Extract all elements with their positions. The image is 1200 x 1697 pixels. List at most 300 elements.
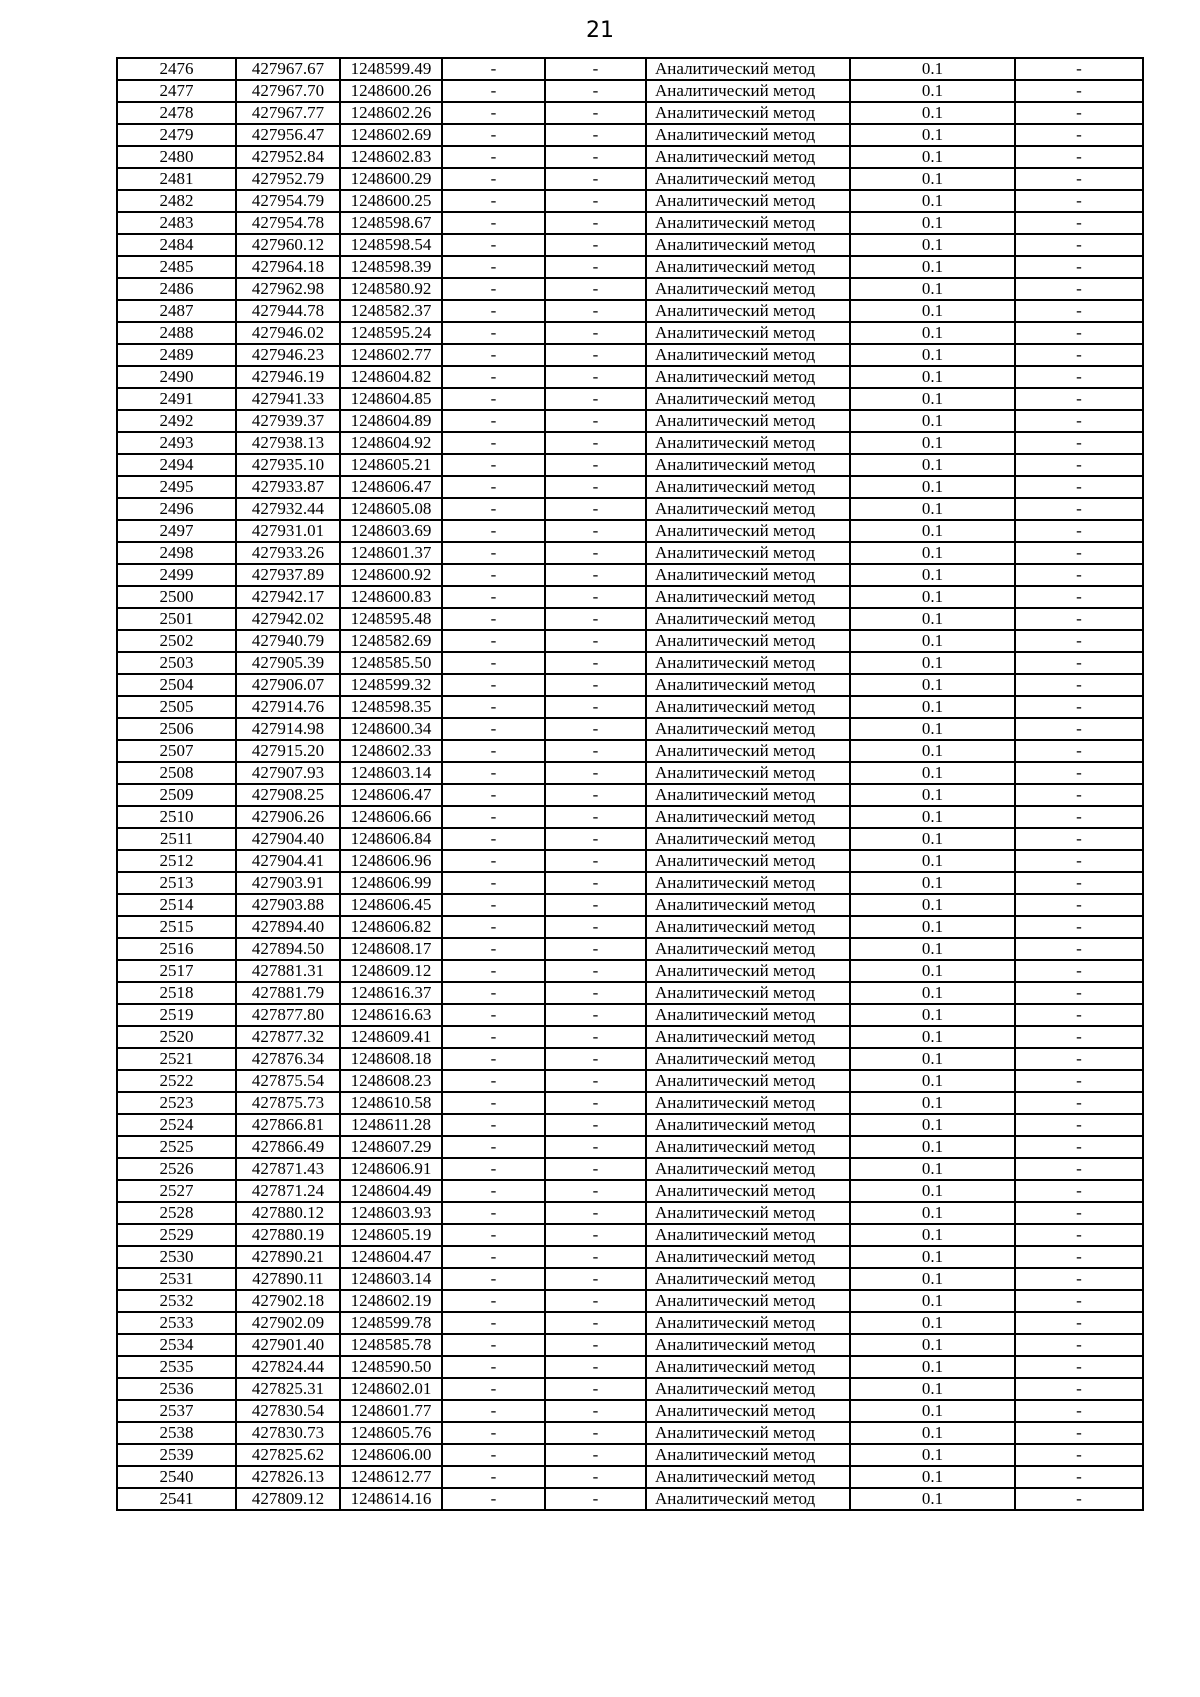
- table-row: [117, 1092, 1143, 1114]
- empty-cell: -: [442, 146, 545, 168]
- x-coordinate-cell: 427935.10: [236, 454, 340, 476]
- empty-cell: -: [1015, 696, 1143, 718]
- accuracy-cell: 0.1: [850, 256, 1015, 278]
- table-row: [117, 960, 1143, 982]
- accuracy-cell: 0.1: [850, 498, 1015, 520]
- empty-cell: -: [442, 894, 545, 916]
- empty-cell: -: [1015, 762, 1143, 784]
- y-coordinate-cell: 1248598.39: [340, 256, 442, 278]
- empty-cell: -: [1015, 960, 1143, 982]
- table-row: [117, 828, 1143, 850]
- empty-cell: -: [442, 278, 545, 300]
- point-number-cell: 2494: [117, 454, 236, 476]
- empty-cell: -: [1015, 916, 1143, 938]
- point-number-cell: 2502: [117, 630, 236, 652]
- empty-cell: -: [1015, 740, 1143, 762]
- table-row: [117, 1378, 1143, 1400]
- table-row: [117, 476, 1143, 498]
- method-cell: Аналитический метод: [646, 762, 850, 784]
- table-row: [117, 168, 1143, 190]
- empty-cell: -: [545, 1004, 646, 1026]
- accuracy-cell: 0.1: [850, 344, 1015, 366]
- x-coordinate-cell: 427942.17: [236, 586, 340, 608]
- empty-cell: -: [1015, 938, 1143, 960]
- table-row: [117, 432, 1143, 454]
- y-coordinate-cell: 1248603.14: [340, 1268, 442, 1290]
- method-cell: Аналитический метод: [646, 1048, 850, 1070]
- empty-cell: -: [442, 1246, 545, 1268]
- method-cell: Аналитический метод: [646, 146, 850, 168]
- method-cell: Аналитический метод: [646, 1488, 850, 1510]
- y-coordinate-cell: 1248603.14: [340, 762, 442, 784]
- y-coordinate-cell: 1248607.29: [340, 1136, 442, 1158]
- point-number-cell: 2538: [117, 1422, 236, 1444]
- empty-cell: -: [1015, 388, 1143, 410]
- x-coordinate-cell: 427914.98: [236, 718, 340, 740]
- x-coordinate-cell: 427881.31: [236, 960, 340, 982]
- table-row: [117, 234, 1143, 256]
- empty-cell: -: [442, 1070, 545, 1092]
- empty-cell: -: [442, 1422, 545, 1444]
- empty-cell: -: [1015, 784, 1143, 806]
- table-row: [117, 1158, 1143, 1180]
- x-coordinate-cell: 427824.44: [236, 1356, 340, 1378]
- table-row: [117, 938, 1143, 960]
- empty-cell: -: [442, 388, 545, 410]
- point-number-cell: 2509: [117, 784, 236, 806]
- x-coordinate-cell: 427967.70: [236, 80, 340, 102]
- point-number-cell: 2484: [117, 234, 236, 256]
- y-coordinate-cell: 1248595.48: [340, 608, 442, 630]
- accuracy-cell: 0.1: [850, 1422, 1015, 1444]
- method-cell: Аналитический метод: [646, 432, 850, 454]
- empty-cell: -: [545, 432, 646, 454]
- y-coordinate-cell: 1248600.83: [340, 586, 442, 608]
- x-coordinate-cell: 427938.13: [236, 432, 340, 454]
- empty-cell: -: [545, 1048, 646, 1070]
- x-coordinate-cell: 427881.79: [236, 982, 340, 1004]
- accuracy-cell: 0.1: [850, 234, 1015, 256]
- empty-cell: -: [442, 806, 545, 828]
- empty-cell: -: [1015, 542, 1143, 564]
- x-coordinate-cell: 427908.25: [236, 784, 340, 806]
- table-row: [117, 388, 1143, 410]
- empty-cell: -: [545, 674, 646, 696]
- method-cell: Аналитический метод: [646, 652, 850, 674]
- empty-cell: -: [1015, 520, 1143, 542]
- point-number-cell: 2486: [117, 278, 236, 300]
- empty-cell: -: [442, 608, 545, 630]
- method-cell: Аналитический метод: [646, 80, 850, 102]
- method-cell: Аналитический метод: [646, 1356, 850, 1378]
- table-row: [117, 1312, 1143, 1334]
- point-number-cell: 2507: [117, 740, 236, 762]
- method-cell: Аналитический метод: [646, 1202, 850, 1224]
- point-number-cell: 2527: [117, 1180, 236, 1202]
- empty-cell: -: [545, 806, 646, 828]
- empty-cell: -: [545, 652, 646, 674]
- accuracy-cell: 0.1: [850, 564, 1015, 586]
- empty-cell: -: [1015, 80, 1143, 102]
- point-number-cell: 2501: [117, 608, 236, 630]
- method-cell: Аналитический метод: [646, 916, 850, 938]
- empty-cell: -: [1015, 1070, 1143, 1092]
- accuracy-cell: 0.1: [850, 432, 1015, 454]
- method-cell: Аналитический метод: [646, 366, 850, 388]
- method-cell: Аналитический метод: [646, 410, 850, 432]
- method-cell: Аналитический метод: [646, 58, 850, 80]
- empty-cell: -: [442, 300, 545, 322]
- empty-cell: -: [1015, 146, 1143, 168]
- table-row: [117, 740, 1143, 762]
- empty-cell: -: [442, 1202, 545, 1224]
- x-coordinate-cell: 427946.02: [236, 322, 340, 344]
- empty-cell: -: [442, 850, 545, 872]
- accuracy-cell: 0.1: [850, 1488, 1015, 1510]
- method-cell: Аналитический метод: [646, 784, 850, 806]
- accuracy-cell: 0.1: [850, 586, 1015, 608]
- empty-cell: -: [442, 1290, 545, 1312]
- accuracy-cell: 0.1: [850, 146, 1015, 168]
- method-cell: Аналитический метод: [646, 938, 850, 960]
- point-number-cell: 2492: [117, 410, 236, 432]
- y-coordinate-cell: 1248599.49: [340, 58, 442, 80]
- y-coordinate-cell: 1248600.26: [340, 80, 442, 102]
- table-row: [117, 696, 1143, 718]
- empty-cell: -: [545, 1202, 646, 1224]
- table-row: [117, 542, 1143, 564]
- point-number-cell: 2526: [117, 1158, 236, 1180]
- accuracy-cell: 0.1: [850, 828, 1015, 850]
- empty-cell: -: [442, 102, 545, 124]
- method-cell: Аналитический метод: [646, 718, 850, 740]
- empty-cell: -: [1015, 1312, 1143, 1334]
- table-row: [117, 916, 1143, 938]
- table-row: [117, 1070, 1143, 1092]
- point-number-cell: 2539: [117, 1444, 236, 1466]
- accuracy-cell: 0.1: [850, 1136, 1015, 1158]
- table-row: [117, 1224, 1143, 1246]
- empty-cell: -: [442, 168, 545, 190]
- empty-cell: -: [1015, 1334, 1143, 1356]
- empty-cell: -: [545, 410, 646, 432]
- accuracy-cell: 0.1: [850, 630, 1015, 652]
- empty-cell: -: [545, 520, 646, 542]
- table-row: [117, 1356, 1143, 1378]
- y-coordinate-cell: 1248604.49: [340, 1180, 442, 1202]
- empty-cell: -: [442, 1224, 545, 1246]
- accuracy-cell: 0.1: [850, 476, 1015, 498]
- point-number-cell: 2537: [117, 1400, 236, 1422]
- method-cell: Аналитический метод: [646, 1070, 850, 1092]
- table-row: [117, 982, 1143, 1004]
- empty-cell: -: [442, 1378, 545, 1400]
- y-coordinate-cell: 1248605.21: [340, 454, 442, 476]
- empty-cell: -: [1015, 872, 1143, 894]
- method-cell: Аналитический метод: [646, 1114, 850, 1136]
- point-number-cell: 2528: [117, 1202, 236, 1224]
- empty-cell: -: [1015, 630, 1143, 652]
- x-coordinate-cell: 427894.40: [236, 916, 340, 938]
- y-coordinate-cell: 1248599.32: [340, 674, 442, 696]
- accuracy-cell: 0.1: [850, 1444, 1015, 1466]
- empty-cell: -: [1015, 1290, 1143, 1312]
- empty-cell: -: [1015, 1092, 1143, 1114]
- empty-cell: -: [1015, 828, 1143, 850]
- y-coordinate-cell: 1248606.47: [340, 784, 442, 806]
- empty-cell: -: [442, 1444, 545, 1466]
- method-cell: Аналитический метод: [646, 1422, 850, 1444]
- y-coordinate-cell: 1248582.37: [340, 300, 442, 322]
- accuracy-cell: 0.1: [850, 1158, 1015, 1180]
- method-cell: Аналитический метод: [646, 498, 850, 520]
- x-coordinate-cell: 427932.44: [236, 498, 340, 520]
- point-number-cell: 2488: [117, 322, 236, 344]
- empty-cell: -: [442, 960, 545, 982]
- empty-cell: -: [545, 1466, 646, 1488]
- empty-cell: -: [442, 58, 545, 80]
- empty-cell: -: [1015, 1026, 1143, 1048]
- table-row: [117, 784, 1143, 806]
- x-coordinate-cell: 427941.33: [236, 388, 340, 410]
- x-coordinate-cell: 427877.32: [236, 1026, 340, 1048]
- empty-cell: -: [1015, 1202, 1143, 1224]
- accuracy-cell: 0.1: [850, 960, 1015, 982]
- table-row: [117, 498, 1143, 520]
- method-cell: Аналитический метод: [646, 674, 850, 696]
- accuracy-cell: 0.1: [850, 1400, 1015, 1422]
- y-coordinate-cell: 1248602.69: [340, 124, 442, 146]
- empty-cell: -: [1015, 608, 1143, 630]
- table-row: [117, 1400, 1143, 1422]
- x-coordinate-cell: 427890.11: [236, 1268, 340, 1290]
- empty-cell: -: [545, 608, 646, 630]
- y-coordinate-cell: 1248608.23: [340, 1070, 442, 1092]
- accuracy-cell: 0.1: [850, 696, 1015, 718]
- empty-cell: -: [545, 1488, 646, 1510]
- x-coordinate-cell: 427904.41: [236, 850, 340, 872]
- x-coordinate-cell: 427871.24: [236, 1180, 340, 1202]
- y-coordinate-cell: 1248585.50: [340, 652, 442, 674]
- x-coordinate-cell: 427967.67: [236, 58, 340, 80]
- method-cell: Аналитический метод: [646, 1026, 850, 1048]
- point-number-cell: 2505: [117, 696, 236, 718]
- y-coordinate-cell: 1248606.91: [340, 1158, 442, 1180]
- x-coordinate-cell: 427940.79: [236, 630, 340, 652]
- point-number-cell: 2483: [117, 212, 236, 234]
- table-row: [117, 1004, 1143, 1026]
- empty-cell: -: [1015, 124, 1143, 146]
- accuracy-cell: 0.1: [850, 454, 1015, 476]
- point-number-cell: 2536: [117, 1378, 236, 1400]
- y-coordinate-cell: 1248602.19: [340, 1290, 442, 1312]
- empty-cell: -: [545, 784, 646, 806]
- point-number-cell: 2495: [117, 476, 236, 498]
- y-coordinate-cell: 1248603.93: [340, 1202, 442, 1224]
- point-number-cell: 2504: [117, 674, 236, 696]
- empty-cell: -: [442, 1158, 545, 1180]
- point-number-cell: 2535: [117, 1356, 236, 1378]
- y-coordinate-cell: 1248600.25: [340, 190, 442, 212]
- y-coordinate-cell: 1248602.77: [340, 344, 442, 366]
- empty-cell: -: [1015, 454, 1143, 476]
- point-number-cell: 2518: [117, 982, 236, 1004]
- method-cell: Аналитический метод: [646, 1378, 850, 1400]
- x-coordinate-cell: 427866.81: [236, 1114, 340, 1136]
- empty-cell: -: [442, 1466, 545, 1488]
- point-number-cell: 2496: [117, 498, 236, 520]
- x-coordinate-cell: 427952.79: [236, 168, 340, 190]
- method-cell: Аналитический метод: [646, 1466, 850, 1488]
- accuracy-cell: 0.1: [850, 1290, 1015, 1312]
- x-coordinate-cell: 427960.12: [236, 234, 340, 256]
- empty-cell: -: [1015, 806, 1143, 828]
- x-coordinate-cell: 427825.31: [236, 1378, 340, 1400]
- empty-cell: -: [545, 300, 646, 322]
- empty-cell: -: [442, 322, 545, 344]
- empty-cell: -: [442, 256, 545, 278]
- point-number-cell: 2491: [117, 388, 236, 410]
- empty-cell: -: [545, 1268, 646, 1290]
- y-coordinate-cell: 1248599.78: [340, 1312, 442, 1334]
- y-coordinate-cell: 1248580.92: [340, 278, 442, 300]
- empty-cell: -: [442, 366, 545, 388]
- empty-cell: -: [1015, 1158, 1143, 1180]
- accuracy-cell: 0.1: [850, 542, 1015, 564]
- empty-cell: -: [442, 212, 545, 234]
- y-coordinate-cell: 1248608.18: [340, 1048, 442, 1070]
- point-number-cell: 2487: [117, 300, 236, 322]
- table-row: [117, 1422, 1143, 1444]
- accuracy-cell: 0.1: [850, 1048, 1015, 1070]
- accuracy-cell: 0.1: [850, 1114, 1015, 1136]
- empty-cell: -: [545, 1444, 646, 1466]
- empty-cell: -: [1015, 1246, 1143, 1268]
- x-coordinate-cell: 427906.07: [236, 674, 340, 696]
- empty-cell: -: [545, 344, 646, 366]
- y-coordinate-cell: 1248598.54: [340, 234, 442, 256]
- empty-cell: -: [545, 564, 646, 586]
- empty-cell: -: [545, 388, 646, 410]
- x-coordinate-cell: 427931.01: [236, 520, 340, 542]
- x-coordinate-cell: 427875.73: [236, 1092, 340, 1114]
- empty-cell: -: [545, 58, 646, 80]
- empty-cell: -: [1015, 1378, 1143, 1400]
- point-number-cell: 2480: [117, 146, 236, 168]
- y-coordinate-cell: 1248600.34: [340, 718, 442, 740]
- empty-cell: -: [1015, 1356, 1143, 1378]
- x-coordinate-cell: 427809.12: [236, 1488, 340, 1510]
- empty-cell: -: [545, 1224, 646, 1246]
- table-row: [117, 762, 1143, 784]
- accuracy-cell: 0.1: [850, 1202, 1015, 1224]
- empty-cell: -: [1015, 168, 1143, 190]
- accuracy-cell: 0.1: [850, 520, 1015, 542]
- empty-cell: -: [545, 102, 646, 124]
- method-cell: Аналитический метод: [646, 124, 850, 146]
- empty-cell: -: [442, 1488, 545, 1510]
- accuracy-cell: 0.1: [850, 894, 1015, 916]
- table-row: [117, 806, 1143, 828]
- empty-cell: -: [545, 366, 646, 388]
- table-row: [117, 190, 1143, 212]
- point-number-cell: 2519: [117, 1004, 236, 1026]
- y-coordinate-cell: 1248602.01: [340, 1378, 442, 1400]
- empty-cell: -: [442, 1026, 545, 1048]
- table-row: [117, 1048, 1143, 1070]
- point-number-cell: 2541: [117, 1488, 236, 1510]
- empty-cell: -: [545, 1114, 646, 1136]
- method-cell: Аналитический метод: [646, 630, 850, 652]
- method-cell: Аналитический метод: [646, 344, 850, 366]
- empty-cell: -: [545, 1092, 646, 1114]
- method-cell: Аналитический метод: [646, 564, 850, 586]
- point-number-cell: 2525: [117, 1136, 236, 1158]
- empty-cell: -: [442, 1136, 545, 1158]
- point-number-cell: 2511: [117, 828, 236, 850]
- y-coordinate-cell: 1248601.77: [340, 1400, 442, 1422]
- x-coordinate-cell: 427967.77: [236, 102, 340, 124]
- y-coordinate-cell: 1248606.45: [340, 894, 442, 916]
- empty-cell: -: [1015, 256, 1143, 278]
- method-cell: Аналитический метод: [646, 1400, 850, 1422]
- x-coordinate-cell: 427964.18: [236, 256, 340, 278]
- empty-cell: -: [1015, 718, 1143, 740]
- table-row: [117, 102, 1143, 124]
- empty-cell: -: [442, 410, 545, 432]
- x-coordinate-cell: 427915.20: [236, 740, 340, 762]
- point-number-cell: 2478: [117, 102, 236, 124]
- point-number-cell: 2503: [117, 652, 236, 674]
- x-coordinate-cell: 427906.26: [236, 806, 340, 828]
- table-row: [117, 1202, 1143, 1224]
- empty-cell: -: [1015, 1444, 1143, 1466]
- empty-cell: -: [545, 1400, 646, 1422]
- accuracy-cell: 0.1: [850, 1378, 1015, 1400]
- point-number-cell: 2479: [117, 124, 236, 146]
- accuracy-cell: 0.1: [850, 212, 1015, 234]
- method-cell: Аналитический метод: [646, 806, 850, 828]
- point-number-cell: 2522: [117, 1070, 236, 1092]
- y-coordinate-cell: 1248582.69: [340, 630, 442, 652]
- table-row: [117, 718, 1143, 740]
- empty-cell: -: [545, 1356, 646, 1378]
- empty-cell: -: [442, 476, 545, 498]
- point-number-cell: 2524: [117, 1114, 236, 1136]
- empty-cell: -: [1015, 278, 1143, 300]
- accuracy-cell: 0.1: [850, 1224, 1015, 1246]
- empty-cell: -: [545, 938, 646, 960]
- point-number-cell: 2533: [117, 1312, 236, 1334]
- accuracy-cell: 0.1: [850, 388, 1015, 410]
- y-coordinate-cell: 1248609.12: [340, 960, 442, 982]
- empty-cell: -: [545, 542, 646, 564]
- table-row: [117, 322, 1143, 344]
- table-row: [117, 212, 1143, 234]
- y-coordinate-cell: 1248606.99: [340, 872, 442, 894]
- x-coordinate-cell: 427894.50: [236, 938, 340, 960]
- x-coordinate-cell: 427871.43: [236, 1158, 340, 1180]
- accuracy-cell: 0.1: [850, 1246, 1015, 1268]
- y-coordinate-cell: 1248606.47: [340, 476, 442, 498]
- empty-cell: -: [545, 256, 646, 278]
- empty-cell: -: [442, 1334, 545, 1356]
- coordinates-table: [116, 57, 1144, 1511]
- accuracy-cell: 0.1: [850, 806, 1015, 828]
- empty-cell: -: [545, 278, 646, 300]
- x-coordinate-cell: 427902.09: [236, 1312, 340, 1334]
- point-number-cell: 2477: [117, 80, 236, 102]
